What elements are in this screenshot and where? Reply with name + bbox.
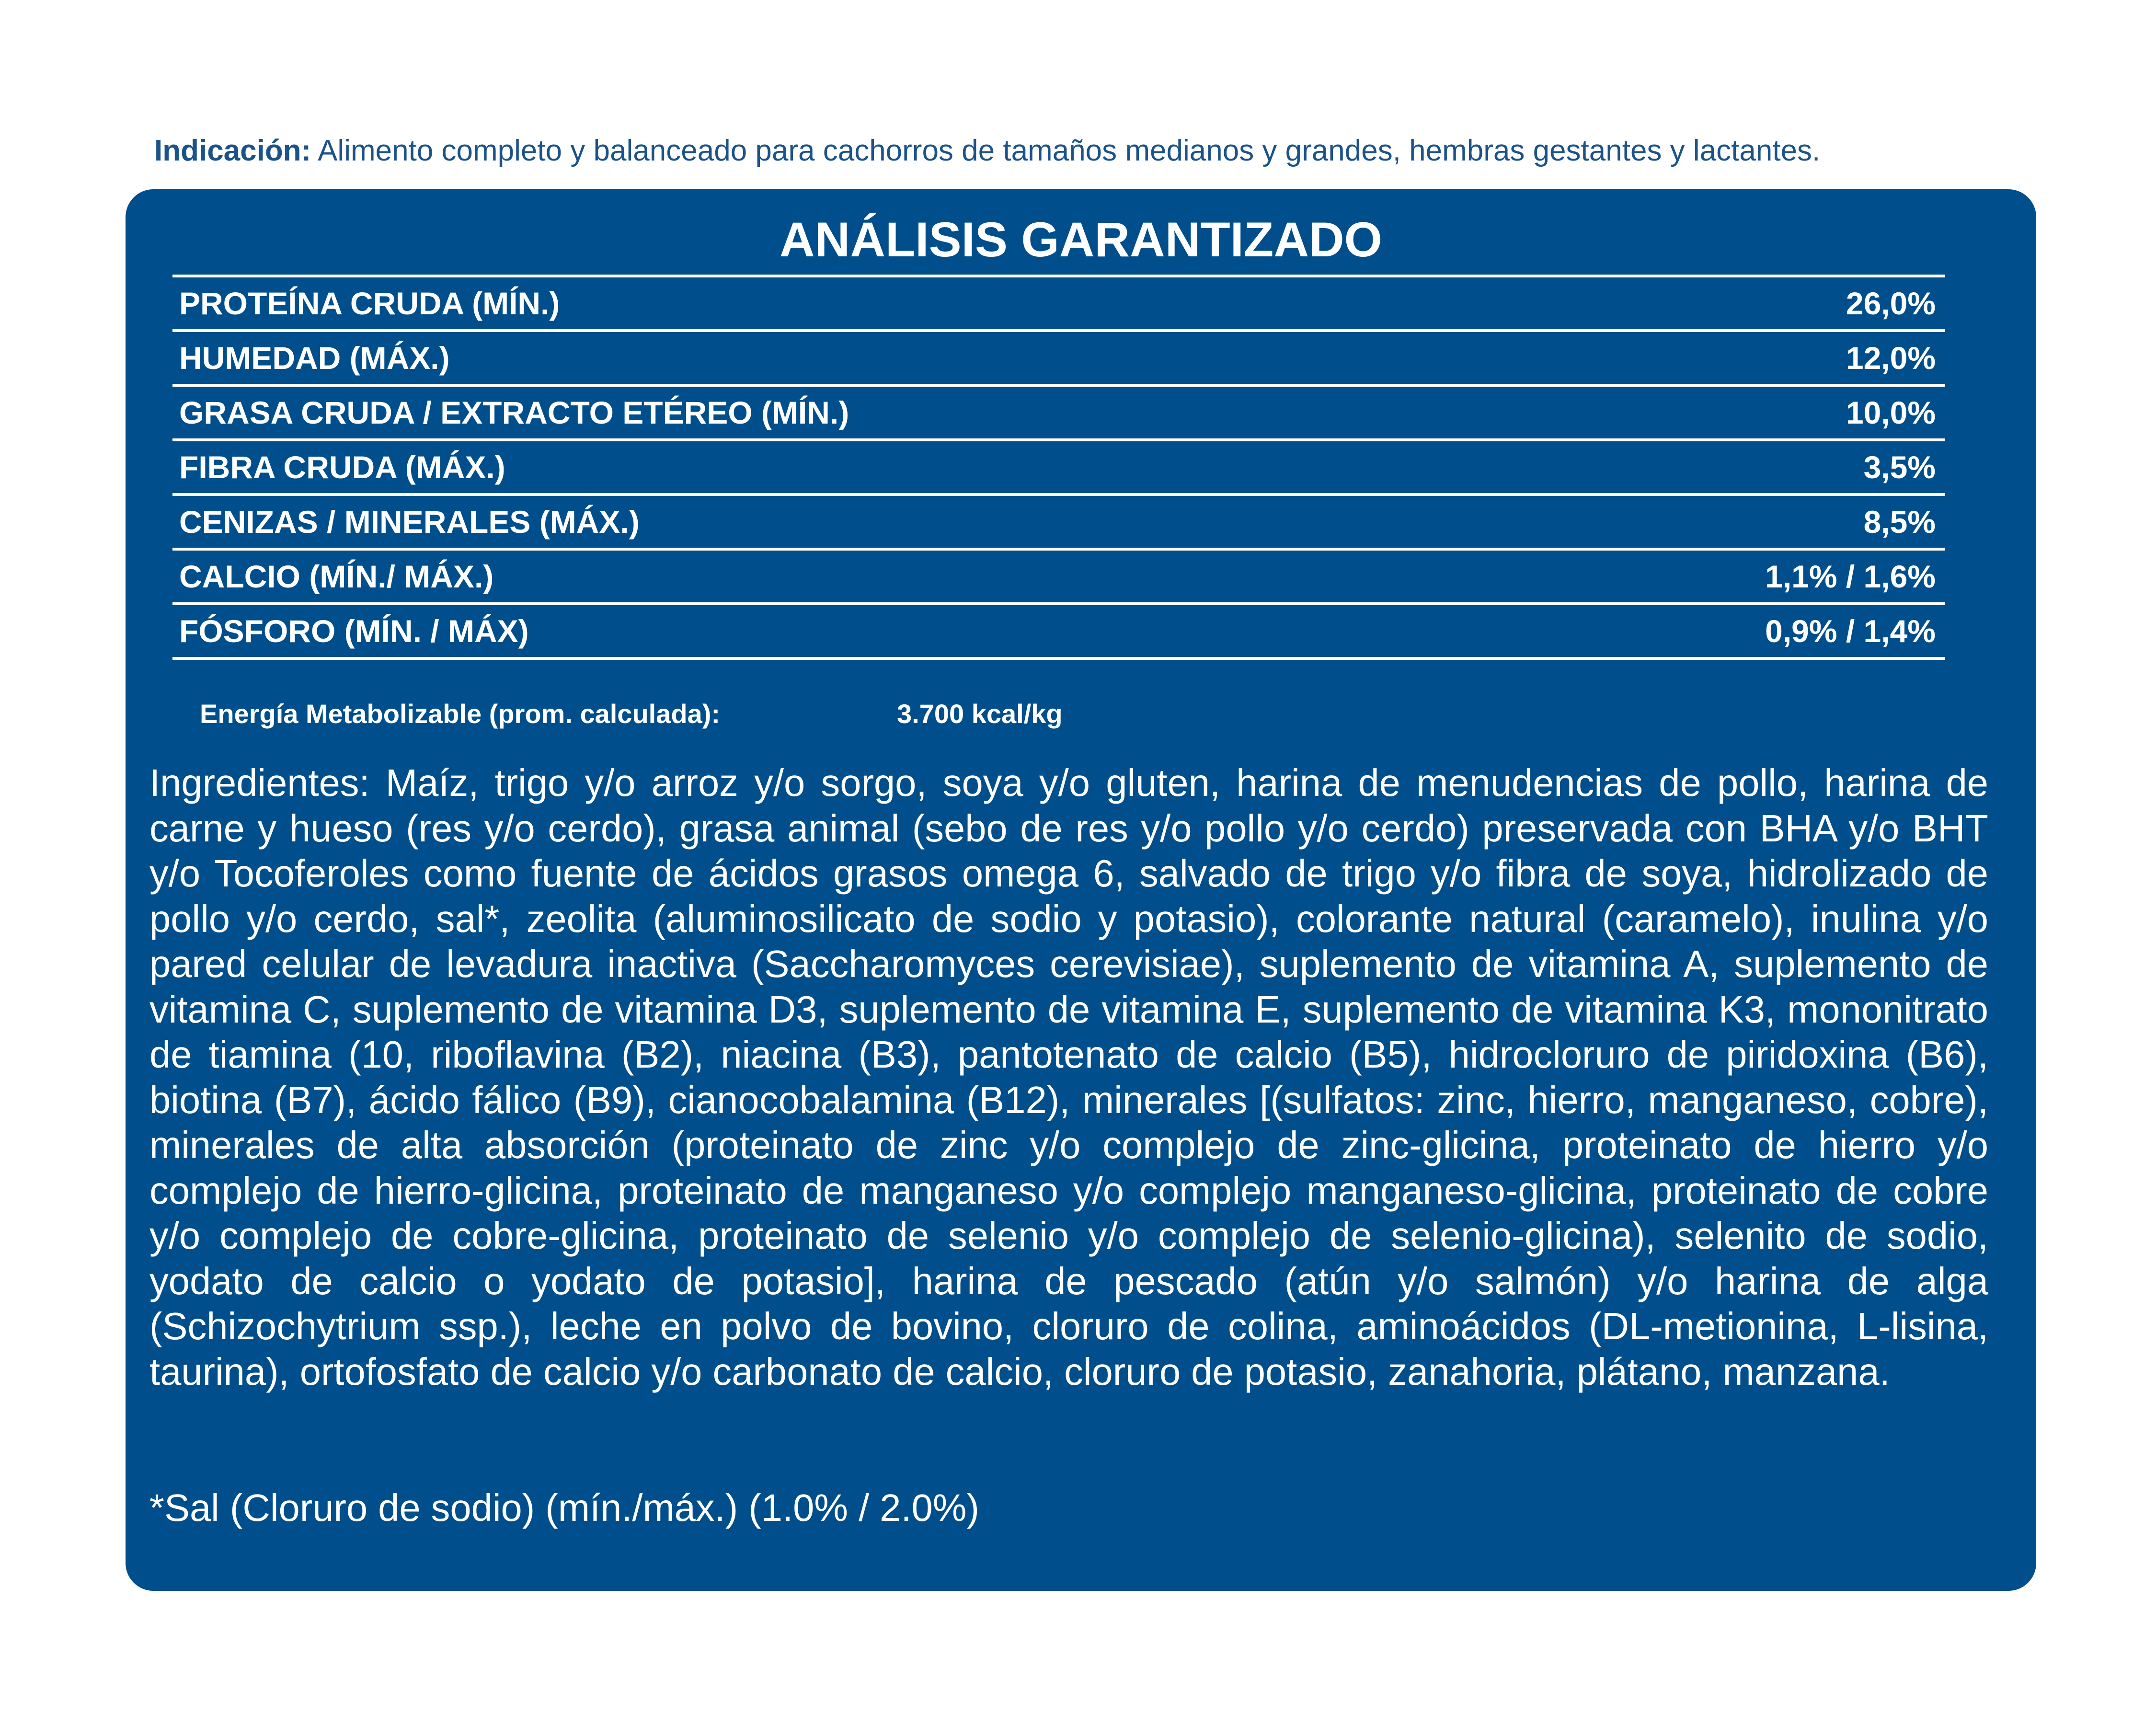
analysis-row <box>172 496 1945 551</box>
energy-value: 3.700 kcal/kg <box>897 699 1063 729</box>
analysis-row <box>172 277 1945 332</box>
analysis-row-value: 8,5% <box>1863 504 1936 540</box>
analysis-row <box>172 441 1945 496</box>
energy-label: Energía Metabolizable (prom. calculada): <box>200 699 721 729</box>
analysis-row-value: 0,9% / 1,4% <box>1765 613 1936 649</box>
analysis-row-label: CALCIO (MÍN./ MÁX.) <box>179 559 494 594</box>
analysis-row <box>172 387 1945 441</box>
analysis-row-label: PROTEÍNA CRUDA (MÍN.) <box>179 286 560 321</box>
indication-label: Indicación: <box>154 134 311 167</box>
salt-note: *Sal (Cloruro de sodio) (mín./máx.) (1.0% / 2.0%) <box>149 1486 979 1529</box>
analysis-row-value: 12,0% <box>1846 340 1936 376</box>
analysis-title: ANÁLISIS GARANTIZADO <box>780 212 1382 267</box>
analysis-row <box>172 605 1945 660</box>
analysis-row-label: FIBRA CRUDA (MÁX.) <box>179 449 505 485</box>
analysis-row <box>172 332 1945 387</box>
analysis-row-label: CENIZAS / MINERALES (MÁX.) <box>179 504 640 540</box>
analysis-row-value: 26,0% <box>1846 286 1936 321</box>
indication-line <box>154 132 2023 170</box>
analysis-row-value: 10,0% <box>1846 395 1936 430</box>
analysis-row-label: HUMEDAD (MÁX.) <box>179 340 450 376</box>
analysis-table <box>172 275 1945 660</box>
analysis-row <box>172 551 1945 605</box>
analysis-row-label: FÓSFORO (MÍN. / MÁX) <box>179 613 529 649</box>
ingredients-text: Ingredientes: Maíz, trigo y/o arroz y/o sorgo, soya y/o gluten, harina de menudencias de pollo, harina de carne y hueso (res y/o cerdo), grasa animal (sebo de res y/o pollo y/o cerdo) preservada con BHA y/o BHT y/o Tocoferoles como fuente de ácidos grasos omega 6, salvado de trigo y/o fibra de soya, hidrolizado de pollo y/o cerdo, sal*, zeolita (aluminosilicato de sodio y potasio), colorante natural (caramelo), inulina y/o pared celular de levadura inactiva (Saccharomyces cerevisiae), suplemento de vitamina A, suplemento de vitamina C, suplemento de vitamina D3, suplemento de vitamina E, suplemento de vitamina K3, mononitrato de tiamina (10, riboflavina (B2), niacina (B3), pantotenato de calcio (B5), hidrocloruro de piridoxina (B6), biotina (B7), ácido fálico (B9), cianocobalamina (B12), minerales [(sulfatos: zinc, hierro, manganeso, cobre), minerales de alta absorción (proteinato de zinc y/o complejo de zinc-glicina, proteinato de hierro y/o complejo de hierro-glicina, proteinato de manganeso y/o complejo manganeso-glicina, proteinato de cobre y/o complejo de cobre-glicina, proteinato de selenio y/o complejo de selenio-glicina), selenito de sodio, yodato de calcio o yodato de potasio], harina de pescado (atún y/o salmón) y/o harina de alga (Schizochytrium ssp.), leche en polvo de bovino, cloruro de colina, aminoácidos (DL-metionina, L-lisina, taurina), ortofosfato de calcio y/o carbonato de calcio, cloruro de potasio, zanahoria, plátano, manzana. <box>149 761 1988 1393</box>
analysis-row-value: 3,5% <box>1863 449 1936 485</box>
nutrition-panel <box>126 189 2036 1591</box>
analysis-row-label: GRASA CRUDA / EXTRACTO ETÉREO (MÍN.) <box>179 395 849 430</box>
energy-line <box>200 695 1063 733</box>
indication-text: Alimento completo y balanceado para cachorros de tamaños medianos y grandes, hembras gestantes y lactantes. <box>318 134 1821 167</box>
analysis-row-value: 1,1% / 1,6% <box>1765 559 1936 594</box>
